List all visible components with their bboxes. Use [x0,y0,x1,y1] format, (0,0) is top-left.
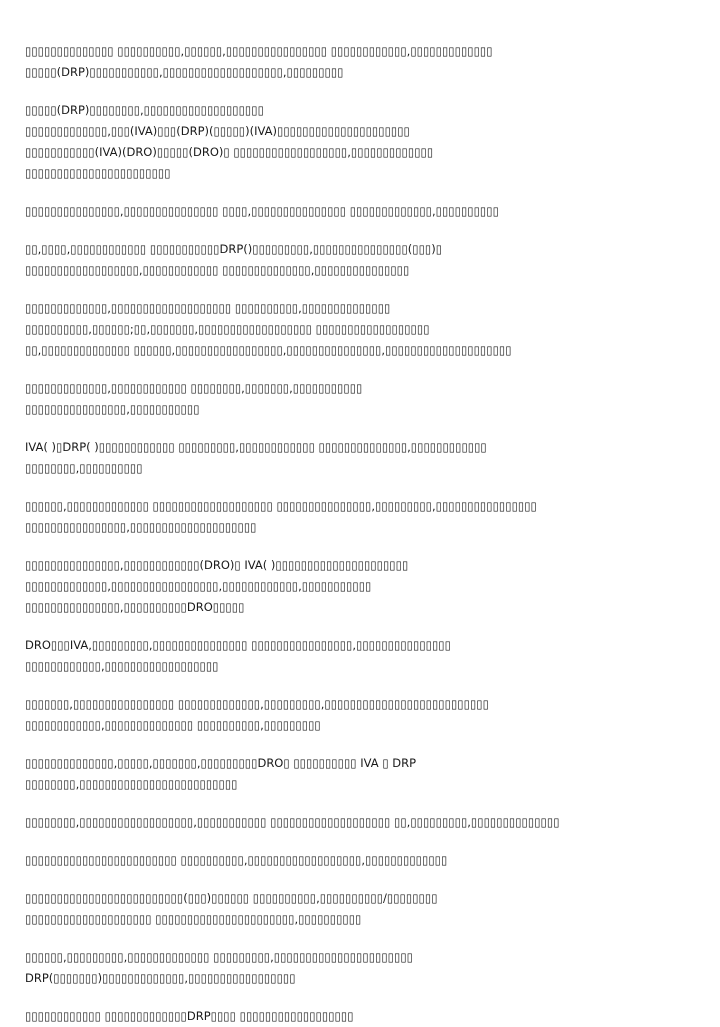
text-line: DRP(▯▯▯▯▯▯▯)▯▯▯▯▯▯▯▯▯▯▯▯▯,▯▯▯▯▯▯▯▯▯▯▯▯▯▯▯▯▯ [25,971,296,985]
text-line: ▯▯▯▯▯▯▯,▯▯▯▯▯▯▯▯▯▯▯▯▯▯▯▯ ▯▯▯▯▯▯▯▯▯▯▯▯▯,▯▯▯▯▯▯▯▯▯,▯▯▯▯▯▯▯▯▯▯▯▯▯▯▯▯▯▯▯▯▯▯▯▯▯▯ [25,697,489,711]
paragraph [25,496,700,538]
paragraph [25,753,700,795]
text-line: ▯▯▯▯▯▯▯▯▯▯▯▯▯,▯▯▯▯▯▯▯▯▯▯▯▯▯▯▯▯▯,▯▯▯▯▯▯▯▯▯▯▯▯,▯▯▯▯▯▯▯▯▯▯▯ [25,579,372,593]
paragraph [25,378,700,420]
paragraph [25,41,700,83]
text-line: ▯▯▯▯▯▯▯▯▯▯▯▯▯▯▯,▯▯▯▯▯▯▯▯▯▯▯▯(DRO)▯ IVA( )▯▯▯▯▯▯▯▯▯▯▯▯▯▯▯▯▯▯▯▯▯ [25,558,409,572]
text-line: ▯▯▯▯▯▯▯▯▯▯▯▯▯▯▯▯▯▯▯▯ ▯▯▯▯▯▯▯▯▯▯▯▯▯▯▯▯▯▯▯▯▯▯,▯▯▯▯▯▯▯▯▯▯ [25,912,362,926]
paragraph [25,239,700,281]
paragraph [25,201,700,222]
text-line: ▯▯▯▯▯▯▯▯,▯▯▯▯▯▯▯▯▯▯▯▯▯▯▯▯▯▯,▯▯▯▯▯▯▯▯▯▯▯ ▯▯▯▯▯▯▯▯▯▯▯▯▯▯▯▯▯▯▯ ▯▯,▯▯▯▯▯▯▯▯▯,▯▯▯▯▯▯▯▯▯▯▯▯▯▯ [25,815,560,829]
paragraph [25,812,700,833]
text-line: ▯▯▯▯▯▯▯▯▯▯▯▯▯,▯▯▯▯▯▯▯▯▯▯▯▯ ▯▯▯▯▯▯▯▯,▯▯▯▯▯▯▯,▯▯▯▯▯▯▯▯▯▯▯ [25,381,363,395]
text-line: ▯▯▯▯▯▯▯▯▯▯▯▯,▯▯▯▯▯▯▯▯▯▯▯▯▯▯ ▯▯▯▯▯▯▯▯▯▯,▯▯▯▯▯▯▯▯▯ [25,718,321,732]
text-line: ▯▯▯▯▯▯▯▯▯▯▯▯ ▯▯▯▯▯▯▯▯▯▯▯▯▯DRP▯▯▯▯ ▯▯▯▯▯▯▯▯▯▯▯▯▯▯▯▯▯▯ [25,1009,354,1023]
paragraph [25,850,700,871]
text-line: ▯▯▯▯▯▯▯▯▯▯▯▯▯▯▯▯,▯▯▯▯▯▯▯▯▯▯▯ [25,402,200,416]
text-line: ▯▯▯▯▯▯▯▯▯▯▯▯▯▯,▯▯▯▯▯,▯▯▯▯▯▯▯,▯▯▯▯▯▯▯▯▯DRO▯ ▯▯▯▯▯▯▯▯▯▯ IVA ▯ DRP [25,756,417,770]
text-line: DRO▯▯▯IVA,▯▯▯▯▯▯▯▯▯,▯▯▯▯▯▯▯▯▯▯▯▯▯▯▯ ▯▯▯▯▯▯▯▯▯▯▯▯▯▯▯▯,▯▯▯▯▯▯▯▯▯▯▯▯▯▯▯ [25,638,451,652]
text-line: ▯▯▯▯▯▯▯▯▯▯▯▯▯▯▯▯▯▯▯▯▯▯▯▯ ▯▯▯▯▯▯▯▯▯▯,▯▯▯▯▯▯▯▯▯▯▯▯▯▯▯▯▯▯,▯▯▯▯▯▯▯▯▯▯▯▯▯ [25,853,448,867]
text-line: ▯▯▯▯▯▯▯▯▯▯,▯▯▯▯▯▯;▯▯,▯▯▯▯▯▯▯,▯▯▯▯▯▯▯▯▯▯▯▯▯▯▯▯▯▯ ▯▯▯▯▯▯▯▯▯▯▯▯▯▯▯▯▯▯ [25,322,430,336]
paragraph [25,888,700,930]
paragraph [25,635,700,677]
text-line: ▯▯▯▯▯▯▯▯▯▯▯▯,▯▯▯▯▯▯▯▯▯▯▯▯▯▯▯▯▯▯ [25,659,219,673]
paragraph [25,1006,700,1027]
text-line: ▯▯▯▯▯▯▯▯▯▯▯▯▯▯▯,▯▯▯▯▯▯▯▯▯▯DRO▯▯▯▯▯ [25,600,245,614]
paragraph [25,298,700,361]
text-line: ▯▯▯▯▯▯,▯▯▯▯▯▯▯▯▯▯▯▯▯ ▯▯▯▯▯▯▯▯▯▯▯▯▯▯▯▯▯▯▯ ▯▯▯▯▯▯▯▯▯▯▯▯▯▯▯,▯▯▯▯▯▯▯▯▯,▯▯▯▯▯▯▯▯▯▯▯▯▯▯▯▯ [25,499,537,513]
text-line: ▯▯▯▯▯▯▯▯▯▯▯▯▯▯▯▯▯▯▯▯▯▯▯▯▯(▯▯▯)▯▯▯▯▯▯ ▯▯▯▯▯▯▯▯▯▯,▯▯▯▯▯▯▯▯▯▯/▯▯▯▯▯▯▯▯ [25,891,438,905]
text-line: ▯▯▯▯▯▯▯▯▯▯▯▯▯▯▯,▯▯▯▯▯▯▯▯▯▯▯▯▯▯▯ ▯▯▯▯,▯▯▯▯▯▯▯▯▯▯▯▯▯▯▯ ▯▯▯▯▯▯▯▯▯▯▯▯▯,▯▯▯▯▯▯▯▯▯▯ [25,204,499,218]
text-line: ▯▯▯▯▯▯▯▯▯▯▯▯▯▯▯▯,▯▯▯▯▯▯▯▯▯▯▯▯▯▯▯▯▯▯▯▯ [25,520,257,534]
text-line: ▯▯▯▯▯▯▯▯▯▯▯▯▯▯▯▯▯▯▯▯▯▯▯ [25,166,171,180]
text-line: ▯▯▯▯▯▯▯▯▯▯▯▯▯▯▯▯▯▯,▯▯▯▯▯▯▯▯▯▯▯▯ ▯▯▯▯▯▯▯▯▯▯▯▯▯▯,▯▯▯▯▯▯▯▯▯▯▯▯▯▯▯ [25,263,410,277]
text-line: ▯▯,▯▯▯▯▯▯▯▯▯▯▯▯▯▯ ▯▯▯▯▯▯,▯▯▯▯▯▯▯▯▯▯▯▯▯▯▯▯▯,▯▯▯▯▯▯▯▯▯▯▯▯▯▯▯,▯▯▯▯▯▯▯▯▯▯▯▯▯▯▯▯▯▯▯▯ [25,343,512,357]
paragraph [25,437,700,479]
text-line: ▯▯▯▯▯▯▯▯,▯▯▯▯▯▯▯▯▯▯▯▯▯▯▯▯▯▯▯▯▯▯▯▯▯ [25,777,238,791]
text-line: ▯▯▯▯▯(DRP)▯▯▯▯▯▯▯▯▯▯▯,▯▯▯▯▯▯▯▯▯▯▯▯▯▯▯▯▯▯▯,▯▯▯▯▯▯▯▯▯ [25,65,344,79]
text-line: ▯▯▯▯▯▯▯▯▯▯▯▯▯▯ ▯▯▯▯▯▯▯▯▯▯,▯▯▯▯▯▯,▯▯▯▯▯▯▯▯▯▯▯▯▯▯▯▯ ▯▯▯▯▯▯▯▯▯▯▯▯,▯▯▯▯▯▯▯▯▯▯▯▯▯ [25,44,493,58]
text-line: ▯▯▯▯▯▯▯▯,▯▯▯▯▯▯▯▯▯▯ [25,461,143,475]
text-line: ▯▯▯▯▯▯▯▯▯▯▯▯▯,▯▯▯(IVA)▯▯▯(DRP)(▯▯▯▯▯)(IVA)▯▯▯▯▯▯▯▯▯▯▯▯▯▯▯▯▯▯▯▯▯ [25,124,410,138]
text-line: ▯▯▯▯▯▯▯▯▯▯▯▯▯,▯▯▯▯▯▯▯▯▯▯▯▯▯▯▯▯▯▯▯ ▯▯▯▯▯▯▯▯▯▯,▯▯▯▯▯▯▯▯▯▯▯▯▯▯ [25,301,391,315]
paragraph [25,694,700,736]
paragraph [25,100,700,184]
text-line: ▯▯,▯▯▯▯,▯▯▯▯▯▯▯▯▯▯▯▯ ▯▯▯▯▯▯▯▯▯▯▯DRP()▯▯▯▯▯▯▯▯▯,▯▯▯▯▯▯▯▯▯▯▯▯▯▯▯(▯▯▯)▯ [25,242,443,256]
text-line: IVA( )▯DRP( )▯▯▯▯▯▯▯▯▯▯▯▯ ▯▯▯▯▯▯▯▯▯,▯▯▯▯▯▯▯▯▯▯▯▯ ▯▯▯▯▯▯▯▯▯▯▯▯▯▯,▯▯▯▯▯▯▯▯▯▯▯▯ [25,440,487,454]
paragraph [25,555,700,618]
text-line: ▯▯▯▯▯▯▯▯▯▯▯(IVA)(DRO)▯▯▯▯▯(DRO)▯ ▯▯▯▯▯▯▯▯▯▯▯▯▯▯▯▯▯▯,▯▯▯▯▯▯▯▯▯▯▯▯▯ [25,145,434,159]
text-line: ▯▯▯▯▯▯,▯▯▯▯▯▯▯▯▯,▯▯▯▯▯▯▯▯▯▯▯▯▯ ▯▯▯▯▯▯▯▯▯,▯▯▯▯▯▯▯▯▯▯▯▯▯▯▯▯▯▯▯▯▯▯ [25,950,413,964]
text-line: ▯▯▯▯▯(DRP)▯▯▯▯▯▯▯▯,▯▯▯▯▯▯▯▯▯▯▯▯▯▯▯▯▯▯▯ [25,103,264,117]
paragraph [25,947,700,989]
